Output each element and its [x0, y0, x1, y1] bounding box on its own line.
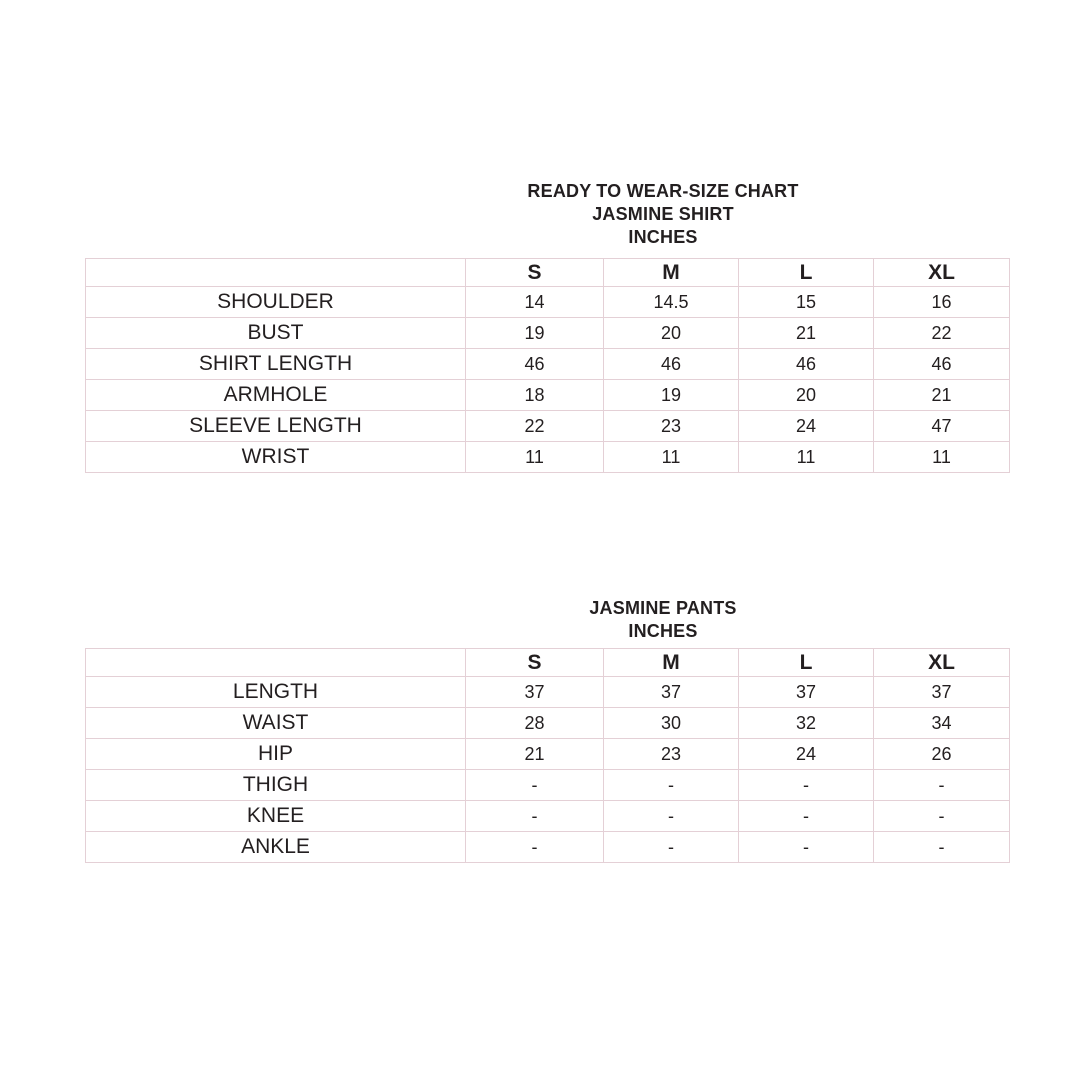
shirt-chart-title-block: [527, 180, 798, 249]
pants-chart-unit-label: INCHES: [628, 621, 698, 641]
row-label: SHOULDER: [86, 287, 466, 318]
table-row-shoulder: [86, 287, 1010, 318]
cell-value: 37: [466, 677, 604, 708]
cell-value: -: [466, 832, 604, 863]
table-row-knee: [86, 801, 1010, 832]
cell-value: 26: [874, 739, 1010, 770]
row-label: WRIST: [86, 442, 466, 473]
cell-value: 14.5: [604, 287, 739, 318]
size-column-header-m: M: [604, 649, 739, 677]
table-row-hip: [86, 739, 1010, 770]
cell-value: 18: [466, 380, 604, 411]
shirt-chart-unit-label: INCHES: [628, 227, 698, 247]
cell-value: 46: [466, 349, 604, 380]
cell-value: 37: [739, 677, 874, 708]
cell-value: -: [739, 801, 874, 832]
row-label: LENGTH: [86, 677, 466, 708]
cell-value: 19: [604, 380, 739, 411]
size-column-header-l: L: [739, 649, 874, 677]
cell-value: 20: [604, 318, 739, 349]
table-row-shirt-length: [86, 349, 1010, 380]
table-row-sleeve-length: [86, 411, 1010, 442]
cell-value: 21: [874, 380, 1010, 411]
table-row-waist: [86, 708, 1010, 739]
row-label: ARMHOLE: [86, 380, 466, 411]
row-label: ANKLE: [86, 832, 466, 863]
cell-value: -: [874, 801, 1010, 832]
cell-value: -: [466, 801, 604, 832]
size-column-header-m: M: [604, 259, 739, 287]
empty-corner-cell: [86, 649, 466, 677]
cell-value: -: [604, 801, 739, 832]
pants-table-header-row: [86, 649, 1010, 677]
row-label: KNEE: [86, 801, 466, 832]
cell-value: -: [739, 770, 874, 801]
cell-value: 24: [739, 411, 874, 442]
table-row-length: [86, 677, 1010, 708]
cell-value: 32: [739, 708, 874, 739]
cell-value: -: [874, 832, 1010, 863]
cell-value: 16: [874, 287, 1010, 318]
cell-value: -: [739, 832, 874, 863]
size-column-header-s: S: [466, 649, 604, 677]
size-column-header-xl: XL: [874, 259, 1010, 287]
cell-value: -: [874, 770, 1010, 801]
cell-value: 23: [604, 739, 739, 770]
pants-chart-title-block: [589, 597, 736, 643]
cell-value: 34: [874, 708, 1010, 739]
row-label: HIP: [86, 739, 466, 770]
cell-value: 15: [739, 287, 874, 318]
cell-value: 28: [466, 708, 604, 739]
cell-value: 21: [739, 318, 874, 349]
cell-value: 21: [466, 739, 604, 770]
cell-value: 30: [604, 708, 739, 739]
cell-value: 11: [604, 442, 739, 473]
cell-value: 11: [874, 442, 1010, 473]
cell-value: 47: [874, 411, 1010, 442]
cell-value: -: [604, 770, 739, 801]
cell-value: 14: [466, 287, 604, 318]
row-label: WAIST: [86, 708, 466, 739]
row-label: BUST: [86, 318, 466, 349]
shirt-table-header-row: [86, 259, 1010, 287]
row-label: SLEEVE LENGTH: [86, 411, 466, 442]
table-row-bust: [86, 318, 1010, 349]
cell-value: 19: [466, 318, 604, 349]
cell-value: 22: [874, 318, 1010, 349]
shirt-size-table: [85, 258, 1010, 473]
table-row-ankle: [86, 832, 1010, 863]
table-row-armhole: [86, 380, 1010, 411]
size-column-header-xl: XL: [874, 649, 1010, 677]
table-row-wrist: [86, 442, 1010, 473]
cell-value: 11: [739, 442, 874, 473]
size-column-header-l: L: [739, 259, 874, 287]
cell-value: 37: [874, 677, 1010, 708]
shirt-chart-subtitle: JASMINE SHIRT: [592, 204, 734, 224]
cell-value: 22: [466, 411, 604, 442]
empty-corner-cell: [86, 259, 466, 287]
cell-value: -: [466, 770, 604, 801]
row-label: SHIRT LENGTH: [86, 349, 466, 380]
cell-value: 11: [466, 442, 604, 473]
pants-size-table: [85, 648, 1010, 863]
cell-value: 20: [739, 380, 874, 411]
cell-value: 46: [604, 349, 739, 380]
cell-value: 37: [604, 677, 739, 708]
cell-value: 46: [739, 349, 874, 380]
cell-value: -: [604, 832, 739, 863]
size-column-header-s: S: [466, 259, 604, 287]
cell-value: 23: [604, 411, 739, 442]
cell-value: 24: [739, 739, 874, 770]
chart-main-title: READY TO WEAR-SIZE CHART: [527, 181, 799, 201]
table-row-thigh: [86, 770, 1010, 801]
row-label: THIGH: [86, 770, 466, 801]
pants-chart-title: JASMINE PANTS: [589, 598, 737, 618]
cell-value: 46: [874, 349, 1010, 380]
